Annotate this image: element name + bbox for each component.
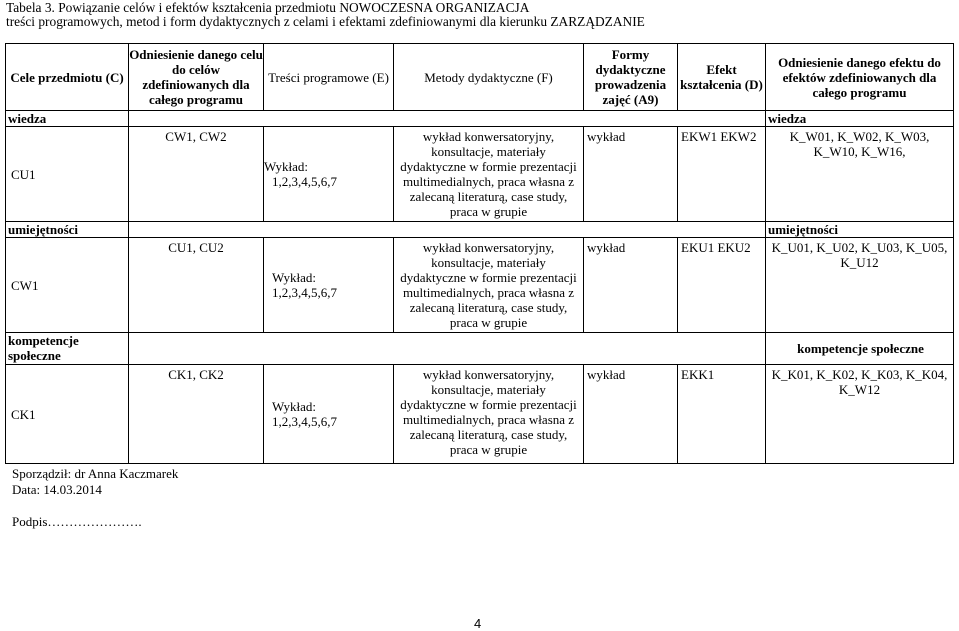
- efekt-cell: EKK1: [678, 365, 766, 464]
- author-line: Sporządził: dr Anna Kaczmarek: [12, 466, 179, 481]
- cel-cell: CU1: [6, 127, 129, 222]
- tresci-cell: [264, 365, 394, 464]
- table-row: [6, 127, 954, 222]
- col-header-cele: Cele przedmiotu (C): [6, 44, 129, 111]
- section-label-right-kompetencje: kompetencje społeczne: [766, 333, 954, 365]
- signature-line: Podpis………………….: [12, 514, 142, 529]
- metody-cell: wykład konwersatoryjny, konsultacje, materiały dydaktyczne w formie prezentacji multimedialnych, praca własna z zalecaną literaturą, case study, praca w grupie: [394, 365, 584, 464]
- metody-cell: wykład konwersatoryjny, konsultacje, materiały dydaktyczne w formie prezentacji multimedialnych, praca własna z zalecaną literaturą, case study, praca w grupie: [394, 238, 584, 333]
- tresci-cell: [264, 127, 394, 222]
- section-label-wiedza: wiedza: [6, 111, 129, 127]
- forma-cell: wykład: [584, 127, 678, 222]
- table-row: [6, 365, 954, 464]
- col-header-efekt: Efekt kształcenia (D): [678, 44, 766, 111]
- table-caption-line-1: Tabela 3. Powiązanie celów i efektów kształcenia przedmiotu NOWOCZESNA ORGANIZACJA: [6, 0, 530, 15]
- page-number: 4: [474, 616, 482, 631]
- section-label-umiejetnosci: umiejętności: [6, 222, 129, 238]
- section-row-kompetencje: [6, 333, 954, 365]
- col-header-tresci: Treści programowe (E): [264, 44, 394, 111]
- relations-table: [5, 43, 954, 464]
- table-caption-line-2: treści programowych, metod i form dydaktycznych z celami i efektami zdefiniowanymi dla kierunku ZARZĄDZANIE: [6, 14, 645, 29]
- tresci-label: Wykład:: [272, 270, 316, 285]
- odniesienie-cell: CW1, CW2: [129, 127, 264, 222]
- metody-cell: wykład konwersatoryjny, konsultacje, materiały dydaktyczne w formie prezentacji multimedialnych, praca własna z zalecaną literaturą, case study, praca w grupie: [394, 127, 584, 222]
- efekt-cell: EKU1 EKU2: [678, 238, 766, 333]
- col-header-odniesienie-celu: Odniesienie danego celu do celów zdefiniowanych dla całego programu: [129, 44, 264, 111]
- table-row: [6, 238, 954, 333]
- tresci-value: 1,2,3,4,5,6,7: [272, 174, 337, 189]
- date-line: Data: 14.03.2014: [12, 482, 102, 497]
- cel-cell: CW1: [6, 238, 129, 333]
- efekty-programu-cell: K_W01, K_W02, K_W03, K_W10, K_W16,: [766, 127, 954, 222]
- tresci-cell: [264, 238, 394, 333]
- odniesienie-cell: CU1, CU2: [129, 238, 264, 333]
- tresci-value: 1,2,3,4,5,6,7: [272, 414, 337, 429]
- odniesienie-cell: CK1, CK2: [129, 365, 264, 464]
- tresci-label: Wykład:: [264, 159, 308, 174]
- section-label-right-umiejetnosci: umiejętności: [766, 222, 954, 238]
- section-row-wiedza: [6, 111, 954, 127]
- col-header-formy: Formy dydaktyczne prowadzenia zajęć (A9): [584, 44, 678, 111]
- efekty-programu-cell: K_U01, K_U02, K_U03, K_U05, K_U12: [766, 238, 954, 333]
- col-header-odniesienie-efektu: Odniesienie danego efektu do efektów zdefiniowanych dla całego programu: [766, 44, 954, 111]
- section-label-right-wiedza: wiedza: [766, 111, 954, 127]
- section-label-kompetencje: kompetencje społeczne: [6, 333, 129, 365]
- cel-cell: CK1: [6, 365, 129, 464]
- col-header-metody: Metody dydaktyczne (F): [394, 44, 584, 111]
- section-row-umiejetnosci: [6, 222, 954, 238]
- tresci-label: Wykład:: [272, 399, 316, 414]
- tresci-value: 1,2,3,4,5,6,7: [272, 285, 337, 300]
- forma-cell: wykład: [584, 365, 678, 464]
- forma-cell: wykład: [584, 238, 678, 333]
- efekty-programu-cell: K_K01, K_K02, K_K03, K_K04, K_W12: [766, 365, 954, 464]
- efekt-cell: EKW1 EKW2: [678, 127, 766, 222]
- header-row: [6, 44, 954, 111]
